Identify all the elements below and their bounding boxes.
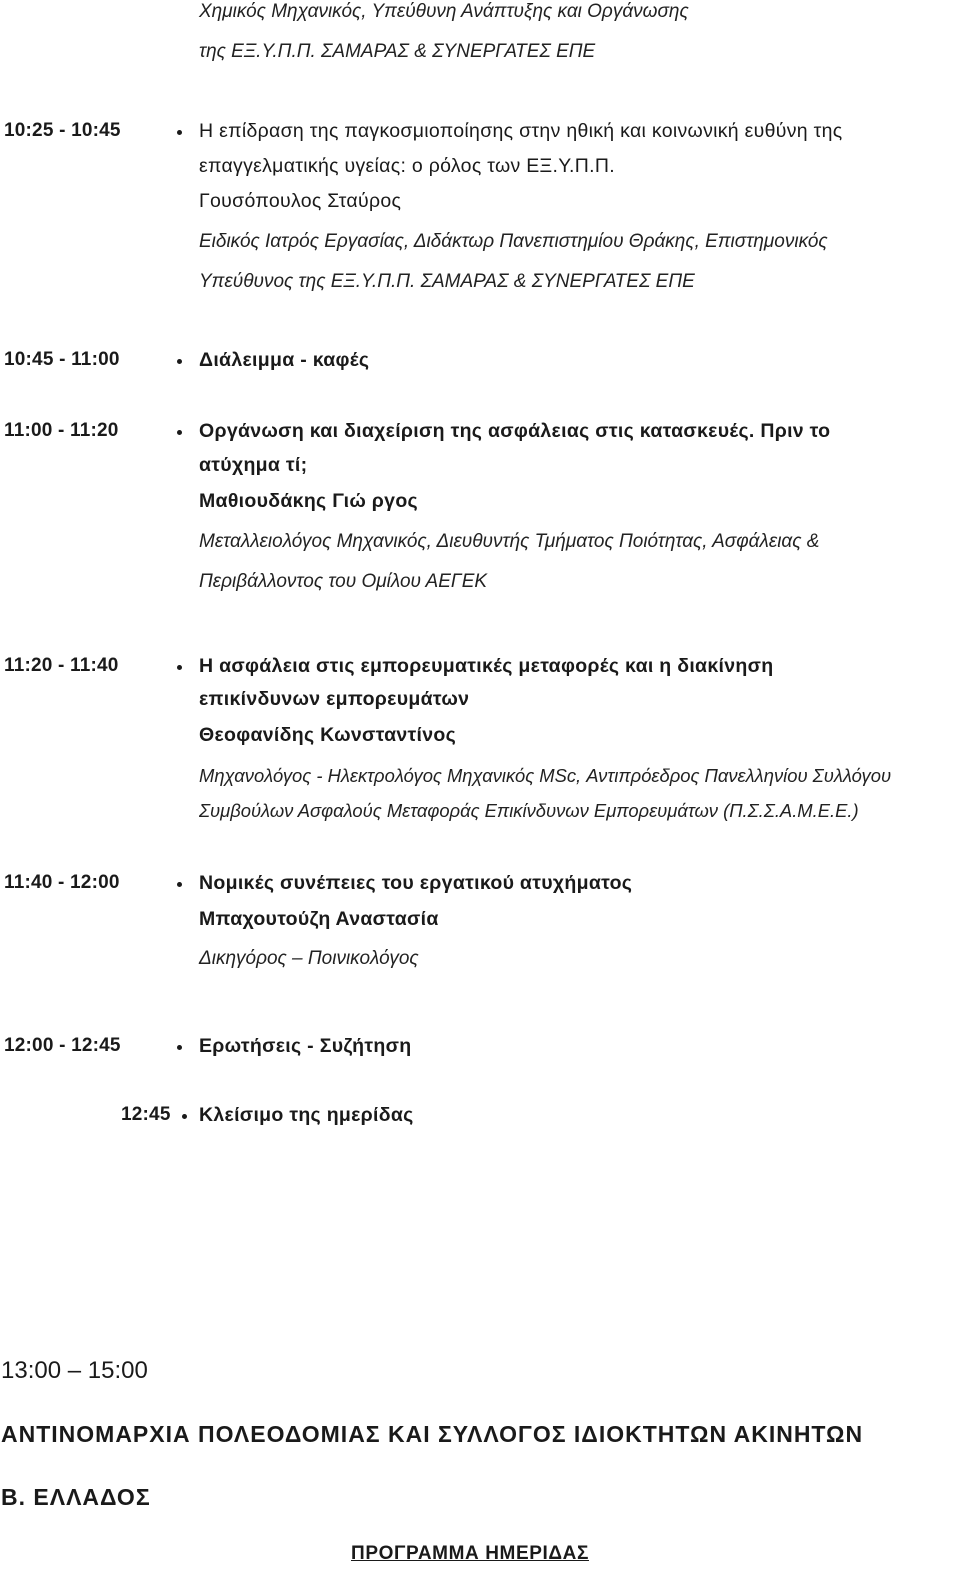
session-title: Ερωτήσεις - Συζήτηση	[199, 1035, 412, 1057]
speaker-affiliation: Δικηγόρος – Ποινικολόγος	[199, 948, 419, 969]
session-title: Κλείσιμο της ημερίδας	[199, 1104, 414, 1126]
affiliation-line: Χημικός Μηχανικός, Υπεύθυνη Ανάπτυξης και Οργάνωσης	[199, 1, 689, 22]
session-title: Οργάνωση και διαχείριση της ασφάλειας στις κατασκευές. Πριν το	[199, 420, 831, 442]
session-time: 10:45 - 11:00	[4, 349, 120, 370]
speaker-name: Μαθιουδάκης Γιώ ργος	[199, 490, 418, 512]
session-title: Η ασφάλεια στις εμπορευματικές μεταφορές και η διακίνηση	[199, 655, 774, 677]
bullet-icon	[177, 130, 182, 135]
bullet-icon	[177, 430, 182, 435]
speaker-affiliation: Υπεύθυνος της ΕΞ.Υ.Π.Π. ΣΑΜΑΡΑΣ & ΣΥΝΕΡΓΑΤΕΣ ΕΠΕ	[199, 271, 695, 292]
session-title: επαγγελματικής υγείας: ο ρόλος των ΕΞ.Υ.Π.Π.	[199, 155, 615, 177]
event-time: 13:00 – 15:00	[1, 1357, 148, 1384]
bullet-icon	[177, 359, 182, 364]
session-time: 11:00 - 11:20	[4, 420, 119, 441]
affiliation-line: της ΕΞ.Υ.Π.Π. ΣΑΜΑΡΑΣ & ΣΥΝΕΡΓΑΤΕΣ ΕΠΕ	[199, 41, 596, 62]
session-time: 10:25 - 10:45	[4, 120, 121, 141]
event-heading: ΑΝΤΙΝΟΜΑΡΧΙΑ ΠΟΛΕΟΔΟΜΙΑΣ ΚΑΙ ΣΥΛΛΟΓΟΣ ΙΔΙΟΚΤΗΤΩΝ ΑΚΙΝΗΤΩΝ	[1, 1421, 864, 1447]
session-title: Νομικές συνέπειες του εργατικού ατυχήματος	[199, 872, 633, 894]
speaker-name: Θεοφανίδης Κωνσταντίνος	[199, 724, 457, 746]
bullet-icon	[177, 1045, 182, 1050]
session-time: 12:45	[121, 1104, 171, 1125]
session-title: ατύχημα τί;	[199, 454, 308, 476]
bullet-icon	[177, 882, 182, 887]
session-title: Η επίδραση της παγκοσμιοποίησης στην ηθική και κοινωνική ευθύνη της	[199, 120, 843, 142]
session-time: 11:40 - 12:00	[4, 872, 120, 893]
session-time: 12:00 - 12:45	[4, 1035, 121, 1056]
bullet-icon	[177, 665, 182, 670]
session-title: Διάλειμμα - καφές	[199, 349, 370, 371]
speaker-name: Γουσόπουλος Σταύρος	[199, 190, 402, 212]
speaker-affiliation: Περιβάλλοντος του Ομίλου ΑΕΓΕΚ	[199, 571, 488, 592]
program-title: ΠΡΟΓΡΑΜΜΑ ΗΜΕΡΙΔΑΣ	[351, 1543, 589, 1564]
event-heading: Β. ΕΛΛΑΔΟΣ	[1, 1484, 151, 1510]
speaker-affiliation: Μηχανολόγος - Ηλεκτρολόγος Μηχανικός MSc, Αντιπρόεδρος Πανελληνίου Συλλόγου	[199, 765, 892, 786]
bullet-icon	[182, 1114, 187, 1119]
speaker-name: Μπαχουτούζη Αναστασία	[199, 908, 439, 930]
session-time: 11:20 - 11:40	[4, 655, 119, 676]
session-title: επικίνδυνων εμπορευμάτων	[199, 688, 470, 710]
speaker-affiliation: Συμβούλων Ασφαλούς Μεταφοράς Επικίνδυνων Εμπορευμάτων (Π.Σ.Σ.Α.Μ.Ε.Ε.)	[199, 800, 859, 821]
speaker-affiliation: Μεταλλειολόγος Μηχανικός, Διευθυντής Τμήματος Ποιότητας, Ασφάλειας &	[199, 531, 820, 552]
speaker-affiliation: Ειδικός Ιατρός Εργασίας, Διδάκτωρ Πανεπιστημίου Θράκης, Επιστημονικός	[199, 231, 828, 252]
